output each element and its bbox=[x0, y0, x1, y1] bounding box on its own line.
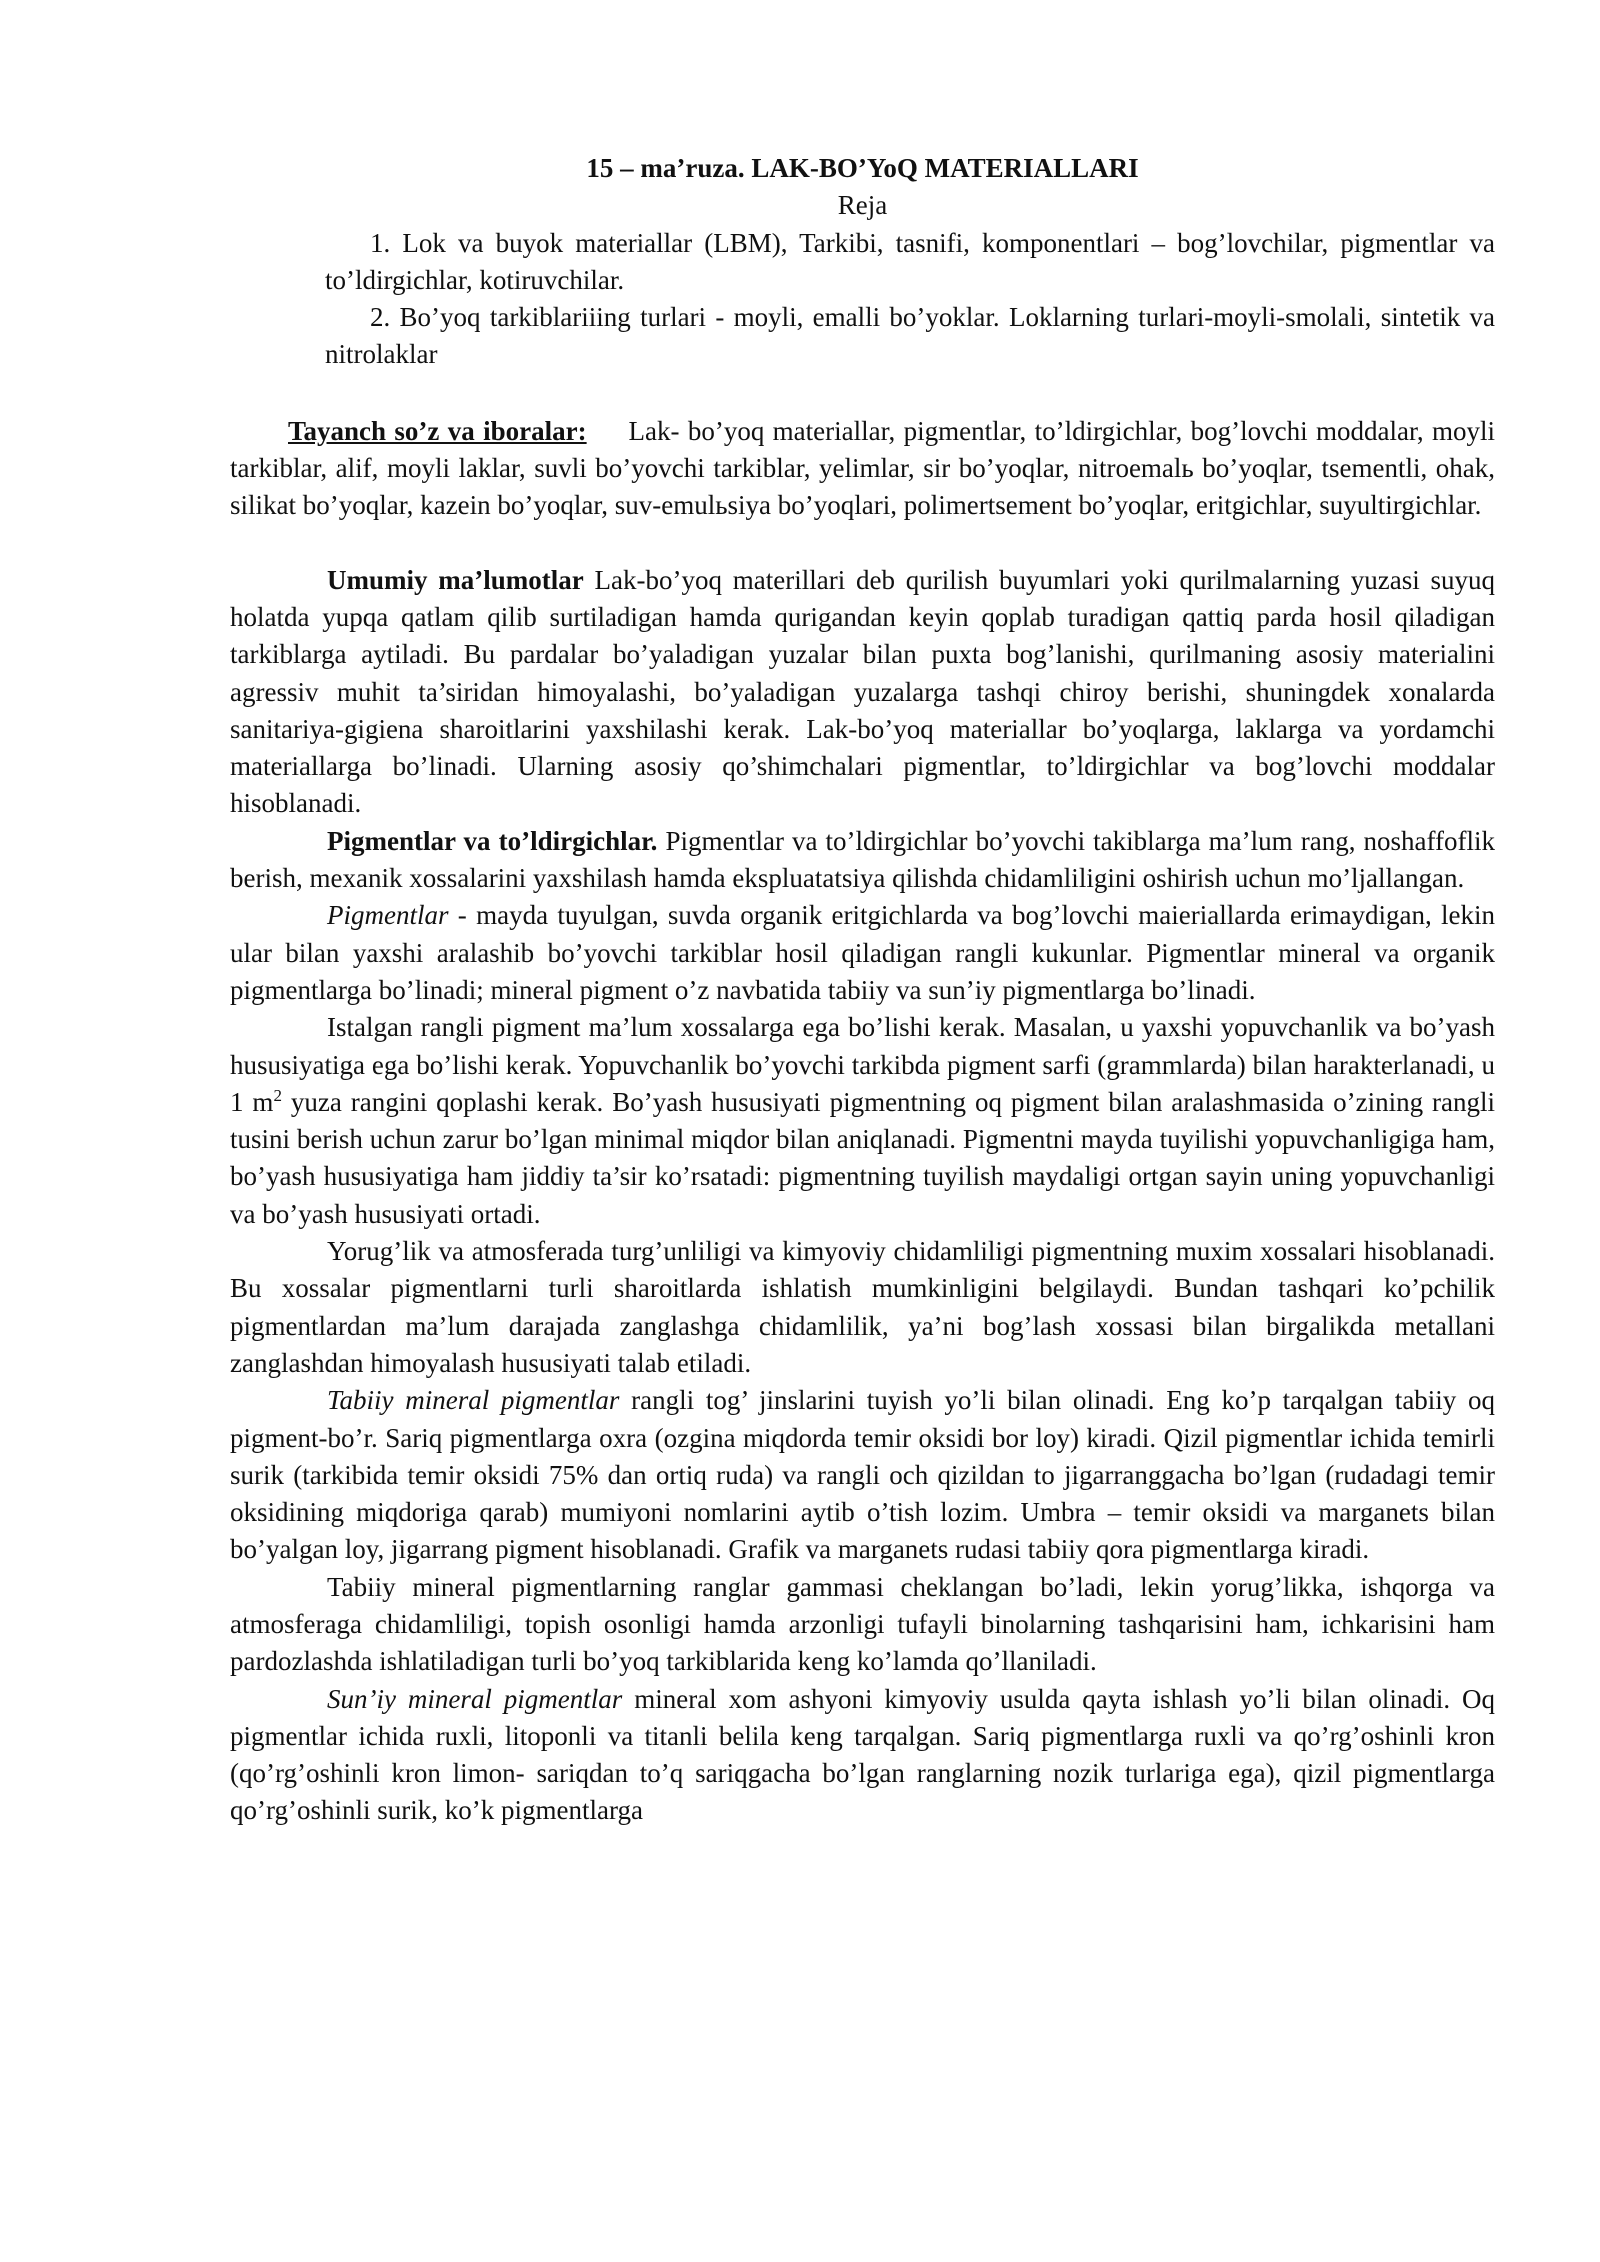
pigments-paragraph bbox=[230, 823, 1495, 898]
colored-pigment-text-b: yuza rangini qoplashi kerak. Bo’yash hususiyati pigmentning oq pigment bilan aralashmasida o’zining rangli tusini berish uchun zarur bo’lgan minimal miqdor bilan aniqlanadi. Pigmentni mayda tuyilishi yopuvchanligiga ham, bo’yash hususiyatiga ham jiddiy ta’sir ko’rsatadi: pigmentning tuyilish maydaligi ortgan sayin uning yopuvchanligi va bo’yash hususiyati ortadi. bbox=[230, 1086, 1495, 1229]
plan-label: Reja bbox=[837, 190, 888, 221]
pigment-definition-term: Pigmentlar - bbox=[327, 900, 467, 931]
plan-item-1: 1. Lok va buyok materiallar (LBM), Tarkibi, tasnifi, komponentlari – bog’lovchilar, pigmentlar va to’ldirgichlar, kotiruvchilar. bbox=[325, 227, 1495, 295]
keywords-paragraph bbox=[230, 413, 1495, 525]
plan-item-2: 2. Bo’yoq tarkiblariiing turlari - moyli, emalli bo’yoklar. Loklarning turlari-moyli-smolali, sintetik va nitrolaklar bbox=[325, 302, 1495, 370]
artificial-pigments-text: mineral xom ashyoni kimyoviy usulda qayta ishlash yo’li bilan olinadi. Oq pigmentlar ichida ruxli, litoponli va titanli belila keng tarqalgan. Sariq pigmentlarga ruxli va qo’rg’oshinli kron (qo’rg’oshinli kron limon- sariqdan to’q sariqgacha bo’lgan ranglarning nozik turlariga ega), qizil pigmentlarga qo’rg’oshinli surik, ko’k pigmentlarga bbox=[230, 1683, 1495, 1826]
artificial-pigments-paragraph bbox=[230, 1681, 1495, 1830]
keywords-text: Lak- bo’yoq materiallar, pigmentlar, to’ldirgichlar, bog’lovchi moddalar, moyli tarkiblar, alif, moyli laklar, suvli bo’yovchi tarkiblar, yelimlar, sir bo’yoqlar, nitroemalь bo’yoqlar, tsementli, ohak, silikat bo’yoqlar, kazein bo’yoqlar, suv-emulьsiya bo’yoqlari, polimertsement bo’yoqlar, eritgichlar, suyultirgichlar. bbox=[230, 415, 1496, 521]
spacer bbox=[230, 374, 1495, 411]
artificial-pigments-term: Sun’iy mineral pigmentlar bbox=[327, 1683, 623, 1714]
pigment-definition-text: mayda tuyulgan, suvda organik eritgichlarda va bog’lovchi maieriallarda erimaydigan, lekin ular bilan yaxshi aralashib bo’yovchi tarkiblar hosil qiladigan rangli kukunlar. Pigmentlar mineral va organik pigmentlarga bo’linadi; mineral pigment o’z navbatida tabiiy va sun’iy pigmentlarga bo’linadi. bbox=[230, 900, 1496, 1005]
colored-pigment-text-a: Istalgan rangli pigment ma’lum xossalarga ega bo’lishi kerak. Masalan, u yaxshi yopuvchanlik va bo’yash hususiyatiga ega bo’lishi kerak. Yopuvchanlik bo’yovchi tarkibda pigment sarfi (grammlarda) bilan harakterlanadi, u 1 m bbox=[230, 1012, 1495, 1117]
general-info-heading: Umumiy ma’lumotlar bbox=[327, 564, 584, 595]
pigments-heading: Pigmentlar va to’ldirgichlar. bbox=[327, 825, 658, 856]
lecture-title: 15 – ma’ruza. LAK-BO’YoQ MATERIALLARI bbox=[586, 153, 1139, 183]
general-info-paragraph bbox=[230, 562, 1495, 823]
superscript-2: 2 bbox=[273, 1085, 282, 1105]
natural-pigments-paragraph bbox=[230, 1382, 1495, 1568]
natural-pigments-term: Tabiiy mineral pigmentlar bbox=[327, 1385, 620, 1416]
natural-range-paragraph: Tabiiy mineral pigmentlarning ranglar gammasi cheklangan bo’ladi, lekin yorug’likka, ishqorga va atmosferaga chidamliligi, topish osonligi hamda arzonligi tufayli binolarning tashqarisini ham, ichkarisini ham pardozlashda ishlatiladigan turli bo’yoq tarkiblarida keng ko’lamda qo’llaniladi. bbox=[230, 1571, 1495, 1677]
pigment-definition-paragraph bbox=[230, 897, 1495, 1009]
pigments-text: Pigmentlar va to’ldirgichlar bo’yovchi takiblarga ma’lum rang, noshaffoflik berish, mexanik xossalarini yaxshilash hamda ekspluatatsiya qilishda chidamliligini oshirish uchun mo’ljallangan. bbox=[230, 825, 1496, 894]
natural-pigments-text: rangli tog’ jinslarini tuyish yo’li bilan olinadi. Eng ko’p tarqalgan tabiiy oq pigment-bo’r. Sariq pigmentlarga oxra (ozgina miqdorda temir oksidi bor loy) kiradi. Qizil pigmentlar ichida temirli surik (tarkibida temir oksidi 75% dan ortiq ruda) va rangli och qizildan to jigarranggacha bo’lgan (rudadagi temir oksidining miqdoriga qarab) mumiyoni nomlarini aytib o’tish lozim. Umbra – temir oksidi va marganets bilan bo’yalgan loy, jigarrang pigment hisoblanadi. Grafik va marganets rudasi tabiiy qora pigmentlarga kiradi. bbox=[230, 1385, 1496, 1565]
general-info-text: Lak-bo’yoq materillari deb qurilish buyumlari yoki qurilmalarning yuzasi suyuq holatda yupqa qatlam qilib surtiladigan hamda qurigandan keyin qoplab turadigan qattiq parda hosil qiladigan tarkiblarga aytiladi. Bu pardalar bo’yaladigan yuzalar bilan puxta bog’lanishi, qurilmaning asosiy materialini agressiv muhit ta’siridan himoyalashi, bo’yaladigan yuzalarga tashqi chiroy berishi, shuningdek xonalarda sanitariya-gigiena sharoitlarini yaxshilashi kerak. Lak-bo’yoq materiallar bo’yoqlarga, laklarga va yordamchi materiallarga bo’linadi. Ularning asosiy qo’shimchalari pigmentlar, to’ldirgichlar va bog’lovchi moddalar hisoblanadi. bbox=[230, 564, 1496, 819]
spacer bbox=[230, 525, 1495, 562]
stability-paragraph: Yorug’lik va atmosferada turg’unliligi va kimyoviy chidamliligi pigmentning muxim xossalari hisoblanadi. Bu xossalar pigmentlarni turli sharoitlarda ishlatish mumkinligini belgilaydi. Bundan tashqari ko’pchilik pigmentlardan ma’lum darajada zanglashga chidamlilik, ya’ni bog’lash xossasi bilan birgalikda metallani zanglashdan himoyalash hususiyati talab etiladi. bbox=[230, 1236, 1495, 1378]
colored-pigment-paragraph bbox=[230, 1009, 1495, 1233]
keywords-label: Tayanch so’z va iboralar: bbox=[288, 415, 587, 446]
document-page bbox=[230, 150, 1495, 1830]
